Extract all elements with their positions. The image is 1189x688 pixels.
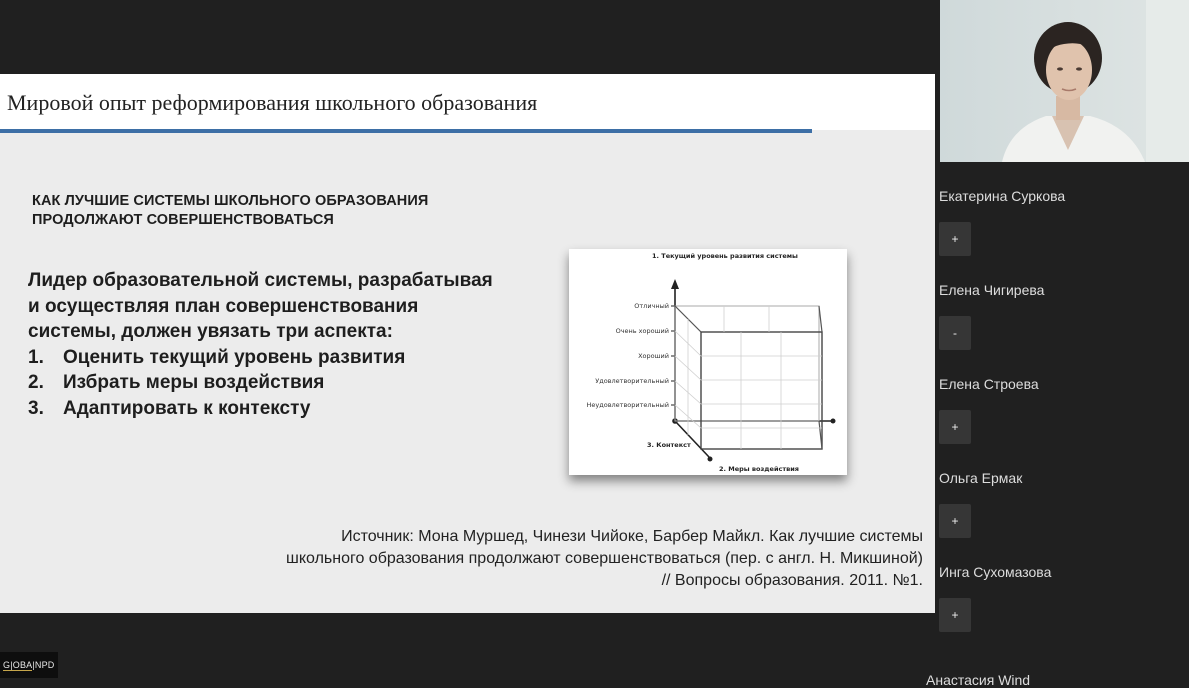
participant-name: Инга Сухомазова [939, 564, 1052, 580]
participant-toggle-button[interactable]: + [939, 222, 971, 256]
level-label: Неудовлетворительный [586, 401, 669, 409]
list-item-number: 3. [28, 397, 44, 419]
intro-line: Лидер образовательной системы, разрабатывая [28, 270, 493, 291]
participant-name-partial: Анастасия Wind [926, 672, 1031, 688]
cube-diagram [569, 249, 847, 475]
z-axis [675, 421, 709, 457]
y-axis-arrow [671, 279, 679, 289]
presentation-slide [0, 74, 935, 613]
participant-toggle-button[interactable]: + [939, 598, 971, 632]
participant-toggle-button[interactable]: - [939, 316, 971, 350]
list-item-number: 1. [28, 346, 44, 368]
cube-edges [675, 306, 822, 449]
list-item-text: Адаптировать к контексту [63, 397, 311, 419]
intro-line: и осуществляя план совершенствования [28, 295, 419, 317]
participant-name: Елена Строева [939, 376, 1039, 392]
context-axis-label: 3. Контекст [647, 441, 691, 449]
aspects-list [28, 345, 568, 422]
level-label: Хороший [638, 352, 669, 360]
cube-front-face [701, 332, 822, 449]
measures-axis-label: 2. Меры воздействия [719, 465, 799, 473]
participant-name: Ольга Ермак [939, 470, 1023, 486]
list-item-text: Оценить текущий уровень развития [63, 346, 406, 368]
z-axis-end [708, 457, 713, 462]
watermark-left: G|OBA [3, 660, 33, 670]
citation-line: // Вопросы образования. 2011. №1. [661, 572, 923, 589]
participant-toggle-button[interactable]: + [939, 410, 971, 444]
participant-name: Екатерина Суркова [939, 188, 1066, 204]
participants-panel [926, 0, 1189, 688]
figure-title: 1. Текущий уровень развития системы [652, 252, 798, 260]
intro-line: системы, должен увязать три аспекта: [28, 321, 393, 342]
slide-body [28, 268, 568, 421]
title-underline [0, 129, 812, 133]
list-item [28, 396, 568, 422]
list-item [28, 345, 568, 371]
level-label: Удовлетворительный [595, 377, 669, 385]
slide-subheading [32, 192, 552, 230]
level-label: Отличный [634, 302, 669, 310]
slide-title: Мировой опыт реформирования школьного образования [7, 90, 538, 115]
source-citation [163, 526, 923, 592]
citation-line: школьного образования продолжают совершенствоваться (пер. с англ. Н. Микшиной) [286, 550, 923, 567]
level-label: Очень хороший [615, 327, 669, 335]
watermark-right: NPD [34, 660, 55, 670]
x-axis-end [831, 419, 836, 424]
subheading-line: КАК ЛУЧШИЕ СИСТЕМЫ ШКОЛЬНОГО ОБРАЗОВАНИЯ [32, 193, 429, 209]
speaker-video[interactable] [940, 0, 1189, 162]
watermark-logo: G|OBA|NPD [0, 652, 58, 678]
citation-line: Источник: Мона Муршед, Чинези Чийоке, Барбер Майкл. Как лучшие системы [341, 528, 923, 545]
list-item [28, 370, 568, 396]
subheading-line: ПРОДОЛЖАЮТ СОВЕРШЕНСТВОВАТЬСЯ [32, 212, 334, 228]
participant-name: Елена Чигирева [939, 282, 1045, 298]
list-item-text: Избрать меры воздействия [63, 372, 325, 393]
speaker-avatar-icon [940, 0, 1189, 162]
list-item-number: 2. [28, 372, 44, 393]
cube-diagram-svg [569, 249, 847, 475]
slide-header [0, 74, 935, 130]
participant-toggle-button[interactable]: + [939, 504, 971, 538]
